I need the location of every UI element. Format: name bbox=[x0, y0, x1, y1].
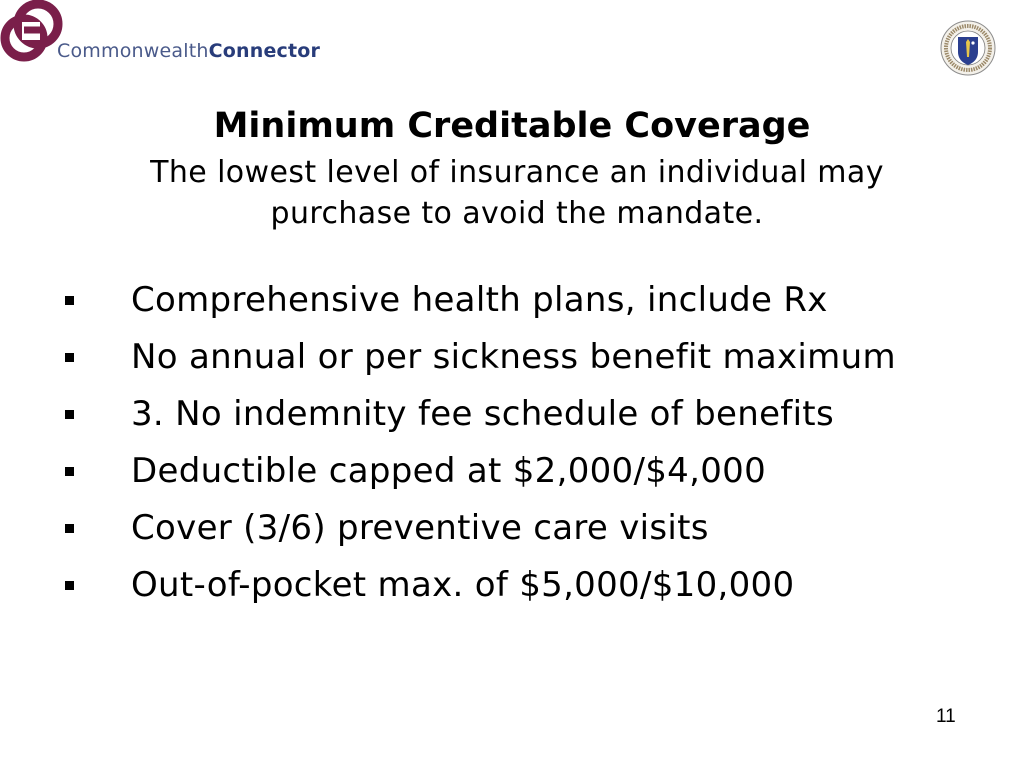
bullet-text: Comprehensive health plans, include Rx bbox=[131, 280, 828, 320]
bullet-text: Cover (3/6) preventive care visits bbox=[131, 508, 709, 548]
square-bullet-icon bbox=[65, 410, 74, 419]
list-item bbox=[60, 276, 980, 324]
page-number: 11 bbox=[936, 706, 956, 727]
logo-text-commonwealth: Commonwealth bbox=[57, 40, 209, 62]
bullet-text: No annual or per sickness benefit maximum bbox=[131, 337, 896, 377]
slide-title: Minimum Creditable Coverage bbox=[213, 106, 811, 146]
slide-subtitle: The lowest level of insurance an individual may purchase to avoid the mandate. bbox=[150, 155, 884, 231]
square-bullet-icon bbox=[65, 581, 74, 590]
list-item bbox=[60, 390, 980, 438]
logo-wordmark bbox=[57, 40, 320, 62]
list-item bbox=[60, 561, 980, 609]
square-bullet-icon bbox=[65, 353, 74, 362]
commonwealth-connector-logo bbox=[0, 0, 372, 70]
logo-text-connector: Connector bbox=[208, 40, 321, 62]
square-bullet-icon bbox=[65, 524, 74, 533]
square-bullet-icon bbox=[65, 467, 74, 476]
bullet-text: Out-of-pocket max. of $5,000/$10,000 bbox=[131, 565, 795, 605]
massachusetts-state-seal-icon bbox=[940, 20, 996, 76]
list-item bbox=[60, 333, 980, 381]
list-item bbox=[60, 447, 980, 495]
square-bullet-icon bbox=[65, 296, 74, 305]
list-item bbox=[60, 504, 980, 552]
bullet-text: Deductible capped at $2,000/$4,000 bbox=[131, 451, 767, 491]
bullet-text: 3. No indemnity fee schedule of benefits bbox=[131, 394, 834, 434]
bullet-list bbox=[60, 276, 980, 618]
